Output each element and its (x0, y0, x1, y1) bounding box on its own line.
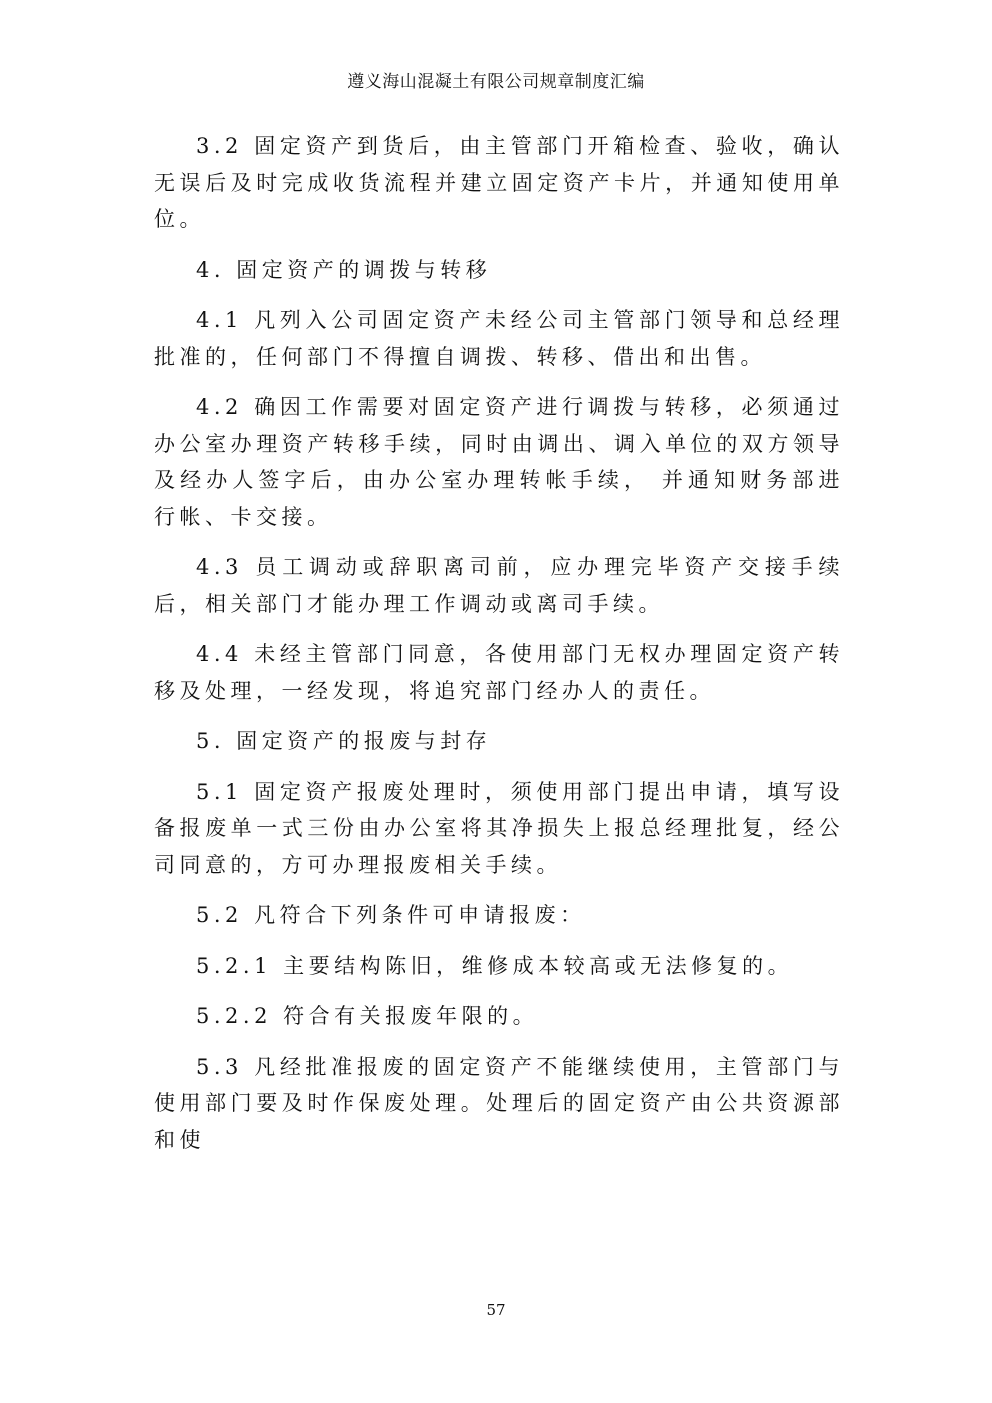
section-heading-5: 5. 固定资产的报废与封存 (196, 729, 492, 753)
running-header: 遵义海山混凝土有限公司规章制度汇编 (347, 72, 645, 92)
paragraph-5-1: 5.1 固定资产报废处理时，须使用部门提出申请，填写设备报废单一式三份由办公室将其净损失上报总经理批复，经公司同意的，方可办理报废相关手续。 (154, 779, 844, 877)
paragraph-4-4: 4.4 未经主管部门同意，各使用部门无权办理固定资产转移及处理，一经发现，将追究部门经办人的责任。 (154, 642, 844, 703)
paragraph-4-3: 4.3 员工调动或辞职离司前，应办理完毕资产交接手续后，相关部门才能办理工作调动或离司手续。 (154, 555, 844, 616)
paragraph-5-2-1: 5.2.1 主要结构陈旧，维修成本较高或无法修复的。 (196, 953, 794, 978)
paragraph-4-2: 4.2 确因工作需要对固定资产进行调拨与转移，必须通过办公室办理资产转移手续，同时由调出、调入单位的双方领导及经办人签字后，由办公室办理转帐手续， 并通知财务部进行帐、卡交接。 (154, 395, 844, 529)
paragraph-5-2-2: 5.2.2 符合有关报废年限的。 (196, 1004, 539, 1028)
paragraph-5-3: 5.3 凡经批准报废的固定资产不能继续使用，主管部门与使用部门要及时作保废处理。处理后的固定资产由公共资源部和使 (154, 1054, 844, 1152)
paragraph-5-2: 5.2 凡符合下列条件可申请报废： (196, 903, 586, 927)
paragraph-3-2: 3.2 固定资产到货后，由主管部门开箱检查、验收，确认无误后及时完成收货流程并建立固定资产卡片，并通知使用单位。 (154, 134, 844, 231)
paragraph-4-1: 4.1 凡列入公司固定资产未经公司主管部门领导和总经理批准的，任何部门不得擅自调拨、转移、借出和出售。 (154, 308, 844, 369)
page-number: 57 (486, 1301, 506, 1319)
document-body (154, 128, 844, 1172)
section-heading-4: 4. 固定资产的调拨与转移 (196, 257, 492, 282)
